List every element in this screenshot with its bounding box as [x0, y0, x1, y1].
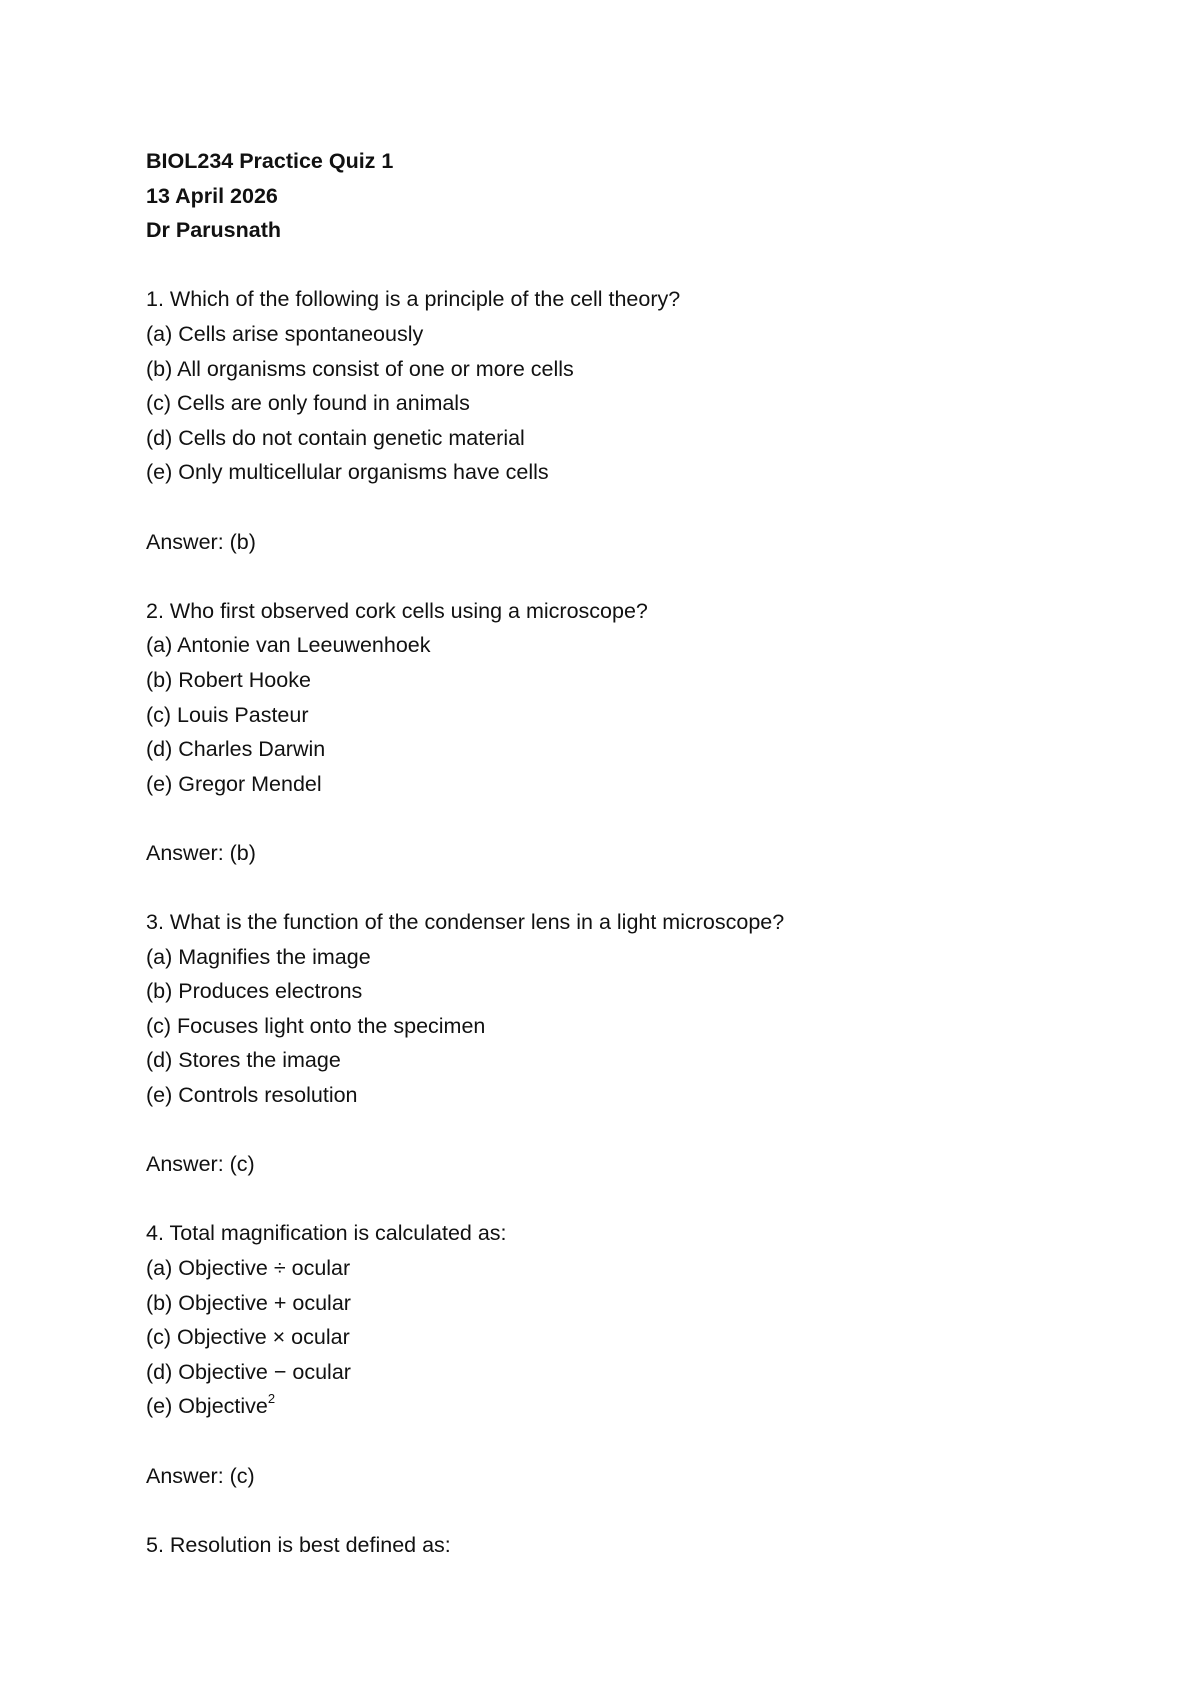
question-2-option-e: (e) Gregor Mendel [146, 771, 322, 796]
question-1-option-a: (a) Cells arise spontaneously [146, 321, 424, 346]
question-4-option-d: (d) Objective − ocular [146, 1359, 351, 1384]
document-author: Dr Parusnath [146, 218, 282, 243]
question-4: 4. Total magnification is calculated as: [146, 1221, 507, 1246]
question-2-option-d: (d) Charles Darwin [146, 737, 326, 762]
question-2-answer: Answer: (b) [146, 840, 256, 865]
question-4-option-e-text: (e) Objective [146, 1394, 268, 1419]
question-2-option-b: (b) Robert Hooke [146, 667, 311, 692]
question-5: 5. Resolution is best defined as: [146, 1532, 451, 1557]
question-3-option-d: (d) Stores the image [146, 1048, 341, 1073]
question-3: 3. What is the function of the condenser lens in a light microscope? [146, 910, 785, 935]
question-1-option-d: (d) Cells do not contain genetic material [146, 425, 525, 450]
question-1-option-e: (e) Only multicellular organisms have cells [146, 460, 549, 485]
question-1-option-c: (c) Cells are only found in animals [146, 391, 470, 416]
superscript-two: 2 [267, 1391, 276, 1407]
question-3-option-e: (e) Controls resolution [146, 1083, 358, 1108]
question-1-option-b: (b) All organisms consist of one or more cells [146, 356, 574, 381]
document-date: 13 April 2026 [146, 183, 278, 208]
question-1: 1. Which of the following is a principle of the cell theory? [146, 287, 681, 312]
question-4-option-c: (c) Objective × ocular [146, 1325, 350, 1350]
quiz-document [146, 144, 1106, 1562]
question-3-option-a: (a) Magnifies the image [146, 944, 371, 969]
question-4-answer: Answer: (c) [146, 1463, 255, 1488]
question-1-answer: Answer: (b) [146, 529, 256, 554]
question-2: 2. Who first observed cork cells using a microscope? [146, 598, 648, 623]
question-3-answer: Answer: (c) [146, 1152, 255, 1177]
question-4-option-b: (b) Objective + ocular [146, 1290, 351, 1315]
question-4-option-e [146, 1389, 1106, 1424]
question-4-option-a: (a) Objective ÷ ocular [146, 1256, 351, 1280]
question-2-option-c: (c) Louis Pasteur [146, 702, 309, 727]
question-3-option-c: (c) Focuses light onto the specimen [146, 1013, 486, 1038]
question-2-option-a: (a) Antonie van Leeuwenhoek [146, 633, 431, 658]
document-title: BIOL234 Practice Quiz 1 [146, 149, 394, 173]
question-3-option-b: (b) Produces electrons [146, 979, 363, 1004]
